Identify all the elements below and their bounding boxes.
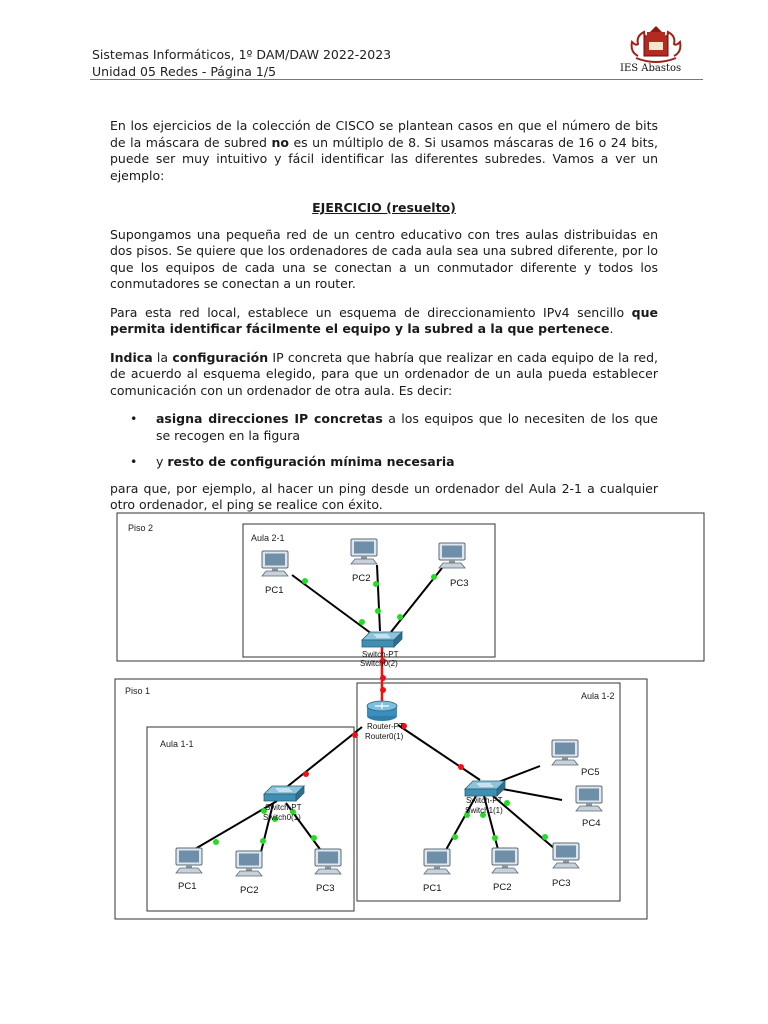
pc-label: PC1 <box>265 585 284 596</box>
pc-label: PC2 <box>493 882 512 893</box>
pc-label: PC2 <box>240 885 259 896</box>
switch-a11-name-label: Switch0(1) <box>263 813 301 822</box>
header-unit: Unidad 05 Redes - Página 1/5 <box>92 64 277 79</box>
pc-icon[interactable] <box>236 851 262 876</box>
pc-icon[interactable] <box>424 849 450 874</box>
pc-icon[interactable] <box>315 849 341 874</box>
pc-label: PC3 <box>450 578 469 589</box>
switch0-name-label: Switch0(2) <box>360 659 398 668</box>
classroom-1-2-label: Aula 1-2 <box>581 691 615 701</box>
header-course: Sistemas Informáticos, 1º DAM/DAW 2022-2023 <box>92 47 392 62</box>
switch-icon[interactable] <box>465 781 505 796</box>
intro-paragraph: En los ejercicios de la colección de CISCO se plantean casos en que el número de bits de la máscara de subred no es un múltiplo de 8. Si usamos máscaras de 16 o 24 bits, puede ser muy intuitivo y fácil identificar las diferentes subredes. Vamos a ver un ejemplo: <box>110 118 658 183</box>
pc-icon[interactable] <box>576 786 602 811</box>
router-type-label: Router-PT <box>367 722 404 731</box>
pc-label: PC3 <box>552 878 571 889</box>
router-icon[interactable] <box>367 701 397 721</box>
pc-icon[interactable] <box>553 843 579 868</box>
pc-icon[interactable] <box>351 539 377 564</box>
router-name-label: Router0(1) <box>365 732 404 741</box>
ping-paragraph: para que, por ejemplo, al hacer un ping desde un ordenador del Aula 2-1 a cualquier otro ordenador, el ping se realice con éxito. <box>110 480 658 512</box>
floor2-label: Piso 2 <box>128 523 154 533</box>
pc-icon[interactable] <box>262 551 288 576</box>
logo-text: IES Abastos <box>620 63 682 74</box>
scenario-paragraph: Supongamos una pequeña red de un centro educativo con tres aulas distribuidas en dos pisos. Se quiere que los ordenadores de cada aula sea una subred diferente, por lo que los equipos de cada una se conectan a un conmutador diferente y todos los conmutadores se conectan a un router. <box>110 226 658 291</box>
list-item: • y resto de configuración mínima necesaria <box>130 454 455 469</box>
pc-icon[interactable] <box>552 740 578 765</box>
pc-label: PC3 <box>316 883 335 894</box>
switch-a11-type-label: Switch-PT <box>265 803 302 812</box>
pc-label: PC1 <box>178 881 197 892</box>
list-item: • asigna direcciones IP concretas a los equipos que lo necesiten de los que se recogen en la figura <box>130 411 658 443</box>
pc-label: PC1 <box>423 883 442 894</box>
addressing-paragraph: Para esta red local, establece un esquema de direccionamiento IPv4 sencillo que permita identificar fácilmente el equipo y la subred a la que pertenece. <box>110 304 658 336</box>
switch-a12-name-label: Switch1(1) <box>465 806 503 815</box>
pc-icon[interactable] <box>439 543 465 568</box>
switch-icon[interactable] <box>362 632 402 647</box>
exercise-title: EJERCICIO (resuelto) <box>312 200 456 215</box>
switch0-type-label: Switch-PT <box>362 650 399 659</box>
switch-icon[interactable] <box>264 786 304 801</box>
switch-a12-type-label: Switch-PT <box>466 796 503 805</box>
classroom-1-1-label: Aula 1-1 <box>160 739 194 749</box>
floor1-label: Piso 1 <box>125 686 151 696</box>
pc-label: PC5 <box>581 767 600 778</box>
pc-icon[interactable] <box>492 848 518 873</box>
config-paragraph: Indica la configuración IP concreta que habría que realizar en cada equipo de la red, de acuerdo al esquema elegido, para que un ordenador de un aula pueda establecer comunicación con un ordenador de otra aula. Es decir: <box>110 349 658 398</box>
classroom-2-1-label: Aula 2-1 <box>251 533 285 543</box>
floor2-area <box>117 513 704 661</box>
pc-label: PC2 <box>352 573 371 584</box>
pc-label: PC4 <box>582 818 601 829</box>
pc-icon[interactable] <box>176 848 202 873</box>
